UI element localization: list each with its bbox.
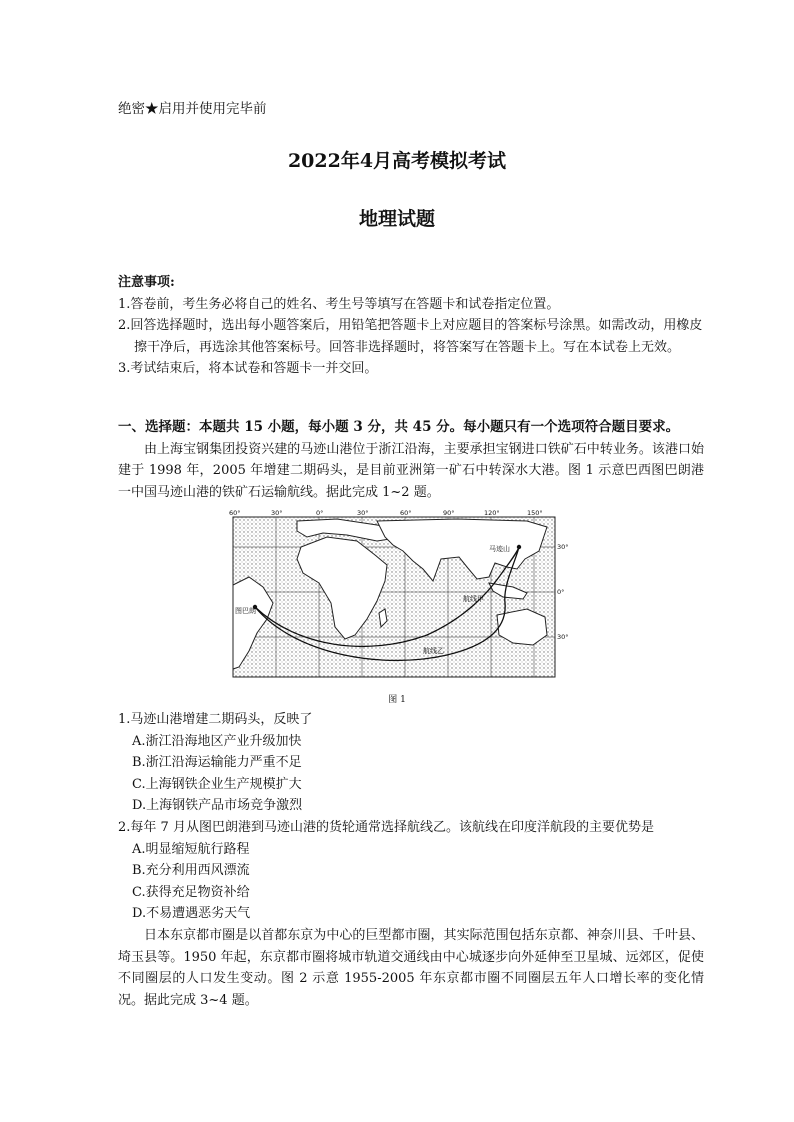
notice-heading: 注意事项: — [118, 275, 175, 290]
lon-label: 30° — [357, 509, 369, 517]
lon-label: 0° — [316, 509, 324, 517]
route-a-label: 航线甲 — [463, 595, 484, 603]
answer-option: A.浙江沿海地区产业升级加快 — [132, 733, 302, 749]
answer-option: C.获得充足物资补给 — [132, 884, 250, 900]
question-stem: 2.每年 7 月从图巴朗港到马迹山港的货轮通常选择航线乙。该航线在印度洋航段的主要优势是 — [118, 819, 654, 835]
question-stem: 1.马迹山港增建二期码头，反映了 — [118, 712, 313, 727]
answer-option: B.充分利用西风漂流 — [132, 863, 250, 879]
route-b-label: 航线乙 — [423, 647, 444, 655]
lon-label: 120° — [484, 509, 500, 517]
section-heading: 一、选择题：本题共 15 小题，每小题 3 分，共 45 分。每小题只有一个选项符合题目要求。 — [118, 419, 680, 435]
answer-option: D.上海钢铁产品市场竞争激烈 — [132, 798, 303, 814]
figure-caption: 图 1 — [388, 695, 406, 705]
shipping-route-map — [227, 507, 567, 682]
notice-item: 1.答卷前，考生务必将自己的姓名、考生号等填写在答题卡和试卷指定位置。 — [118, 296, 560, 312]
lon-label: 60° — [400, 509, 412, 517]
material-paragraph: 由上海宝钢集团投资兴建的马迹山港位于浙江沿海，主要承担宝钢进口铁矿石中转业务。该港口始建于 1998 年，2005 年增建二期码头，是目前亚洲第一矿石中转深水大港。图 1 示意巴西图巴朗港一中国马迹山港的铁矿石运输航线。据此完成 1~2 题。 — [118, 441, 704, 500]
lon-label: 60° — [229, 509, 241, 517]
port-a-label: 马迹山 — [489, 545, 510, 553]
answer-option: A.明显缩短航行路程 — [132, 841, 250, 857]
notice-item: 2.回答选择题时，选出每小题答案后，用铅笔把答题卡上对应题目的答案标号涂黑。如需改动，用橡皮擦干净后，再选涂其他答案标号。回答非选择题时，将答案写在答题卡上。写在本试卷上无效。 — [118, 318, 703, 355]
lat-label: 30° — [557, 633, 569, 641]
notice-item: 3.考试结束后，将本试卷和答题卡一并交回。 — [118, 361, 378, 377]
port-b-label: 图巴朗 — [235, 607, 256, 615]
lon-label: 90° — [443, 509, 455, 517]
material-paragraph: 日本东京都市圈是以首都东京为中心的巨型都市圈，其实际范围包括东京都、神奈川县、千叶县、埼玉县等。1950 年起，东京都市圈将城市轨道交通线由中心城逐步向外延伸至卫星城、远郊区，促使不同圈层的人口发生变动。图 2 示意 1955-2005 年东京都市圈不同圈层五年人口增长率的变化情况。据此完成 3~4 题。 — [118, 927, 704, 1008]
answer-option: B.浙江沿海运输能力严重不足 — [132, 755, 302, 771]
notice-section — [118, 272, 704, 380]
lon-label: 150° — [527, 509, 543, 517]
lat-label: 0° — [557, 588, 565, 596]
confidential-note: 绝密★启用并使用完毕前 — [118, 101, 267, 117]
answer-option: C.上海钢铁企业生产规模扩大 — [132, 776, 302, 792]
subject-title: 地理试题 — [358, 208, 435, 230]
lon-label: 30° — [271, 509, 283, 517]
section-choice — [118, 417, 704, 503]
answer-option: D.不易遭遇恶劣天气 — [132, 906, 251, 922]
lat-label: 30° — [557, 543, 569, 551]
questions-section — [118, 709, 704, 1011]
exam-title: 2022年4月高考模拟考试 — [287, 150, 507, 172]
port-a-marker — [517, 545, 521, 549]
